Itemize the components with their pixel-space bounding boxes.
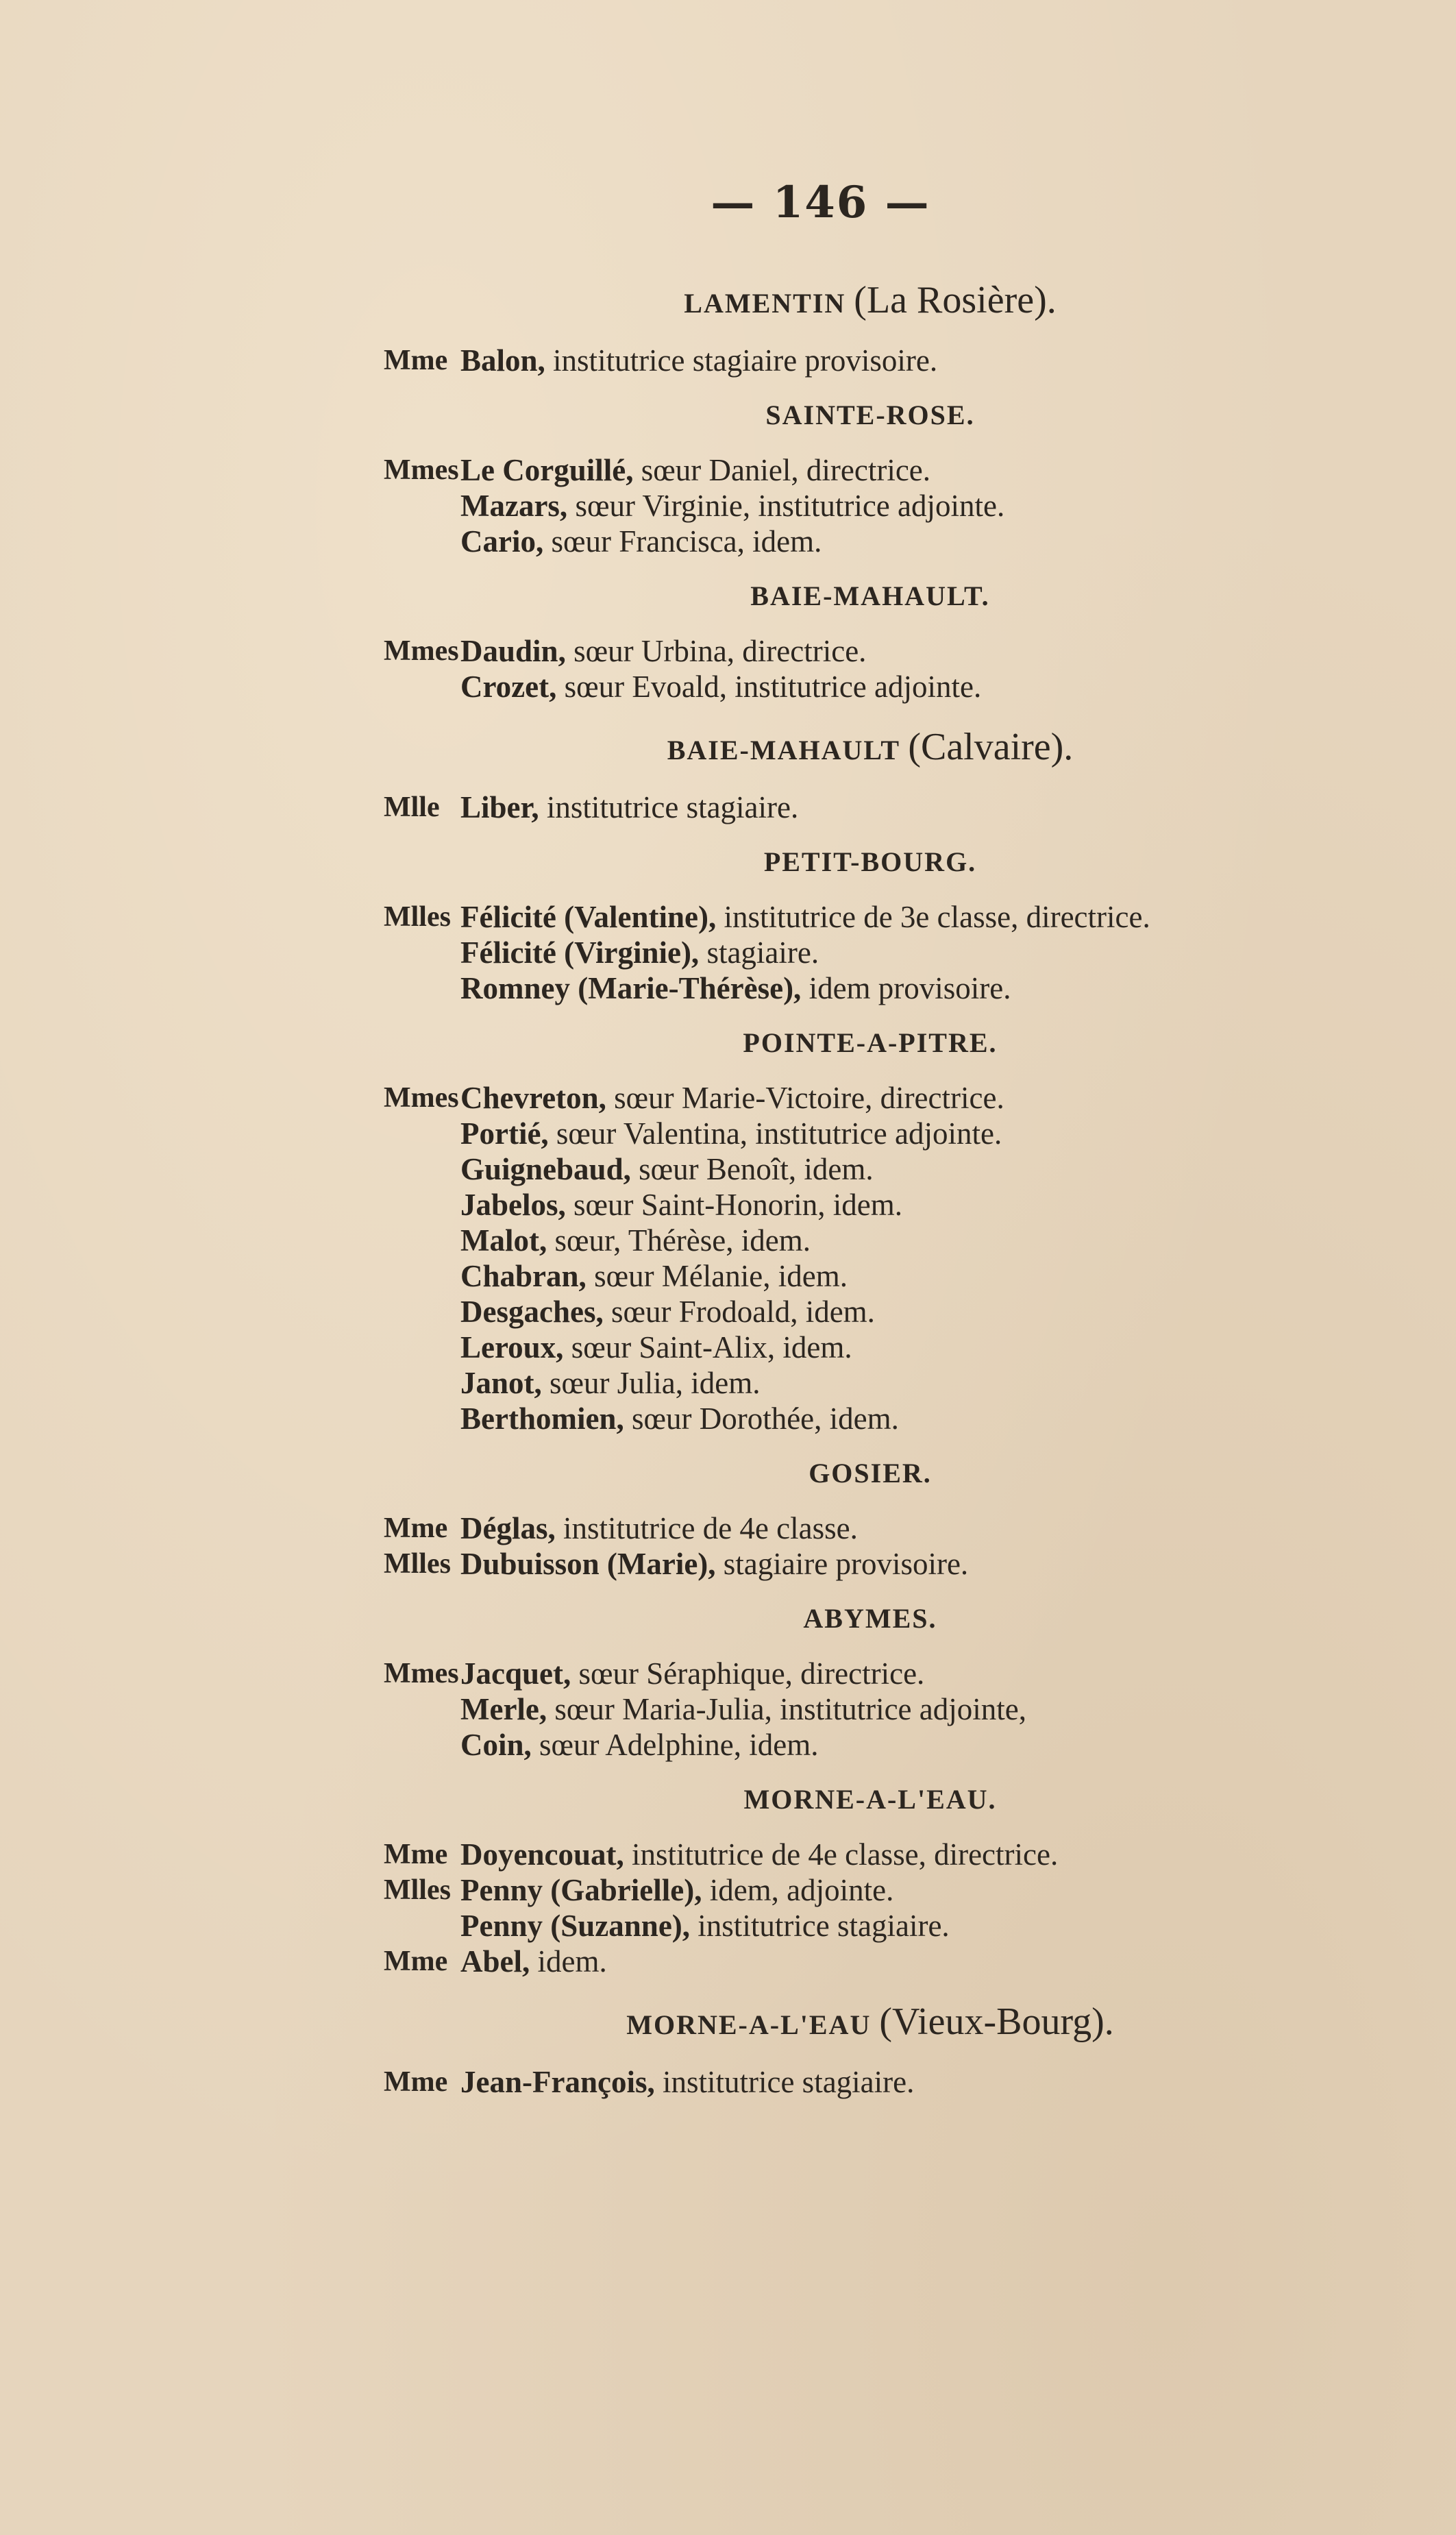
section-heading [384,1582,1357,1656]
entry-row [384,1330,1357,1365]
entry-role: sœur Saint-Honorin, idem. [573,1188,902,1222]
entry-title [384,1187,460,1223]
section-heading [384,1436,1357,1510]
entry-row [384,1258,1357,1294]
heading-place: LAMENTIN [684,288,846,319]
entry-name: Berthomien, [460,1401,624,1436]
entry-row [384,1656,1357,1691]
entry-name: Jean-François, [460,2065,655,2099]
entry-name: Jacquet, [460,1656,571,1691]
entry-title: Mlles [384,901,451,933]
entry-row [384,1401,1357,1436]
entry-row [384,1546,1357,1582]
section [384,1582,1357,1763]
entry-role: institutrice de 4e classe. [563,1511,858,1545]
entry-title: Mme [384,2066,448,2098]
entry-title [384,488,460,524]
entry-role: sœur Marie-Victoire, directrice. [614,1081,1004,1115]
entry-name: Cario, [460,524,544,559]
entry-row [384,1908,1357,1944]
heading-subtitle: (Calvaire). [908,726,1074,768]
entry-row [384,1223,1357,1258]
section [384,1763,1357,1979]
entry-name: Balon, [460,343,545,378]
entry-title: Mme [384,1946,448,1977]
entry-role: sœur Julia, idem. [550,1366,761,1400]
entry-title [384,1258,460,1294]
section [384,1436,1357,1582]
entry-title: Mmes [384,635,459,667]
entry-role: stagiaire provisoire. [723,1547,969,1581]
page-number: — 146 — [711,177,930,228]
entry-name: Malot, [460,1223,547,1258]
entry-row [384,1151,1357,1187]
heading-place: GOSIER. [809,1458,932,1489]
heading-subtitle: (La Rosière). [854,279,1057,321]
entry-title: Mlles [384,1874,451,1906]
entry-row [384,343,1357,378]
entry-title [384,1908,460,1944]
entry-title: Mlles [384,1548,451,1580]
entry-role: stagiaire. [706,935,819,970]
section [384,559,1357,705]
entry-role: sœur Adelphine, idem. [539,1728,819,1762]
entry-row [384,789,1357,825]
entry-row [384,1365,1357,1401]
entry-role: sœur Mélanie, idem. [594,1259,848,1293]
entry-role: institutrice stagiaire. [698,1909,950,1943]
entry-row [384,633,1357,669]
heading-place: ABYMES. [803,1603,937,1634]
entry-title [384,970,460,1006]
entry-title [384,1330,460,1365]
entry-row [384,1837,1357,1872]
section-heading [384,825,1357,899]
entry-title: Mmes [384,1082,459,1114]
heading-place: BAIE-MAHAULT [667,735,900,766]
entry-row [384,1944,1357,1979]
entry-role: sœur Daniel, directrice. [641,453,931,487]
entry-role: institutrice stagiaire. [662,2065,915,2099]
entry-row [384,1294,1357,1330]
entry-name: Desgaches, [460,1295,604,1329]
document-body [384,267,1357,2100]
entry-role: sœur Evoald, institutrice adjointe. [564,670,982,704]
entry-name: Le Corguillé, [460,453,634,487]
entry-name: Guignebaud, [460,1152,631,1186]
entry-row [384,1872,1357,1908]
entry-name: Chabran, [460,1259,587,1293]
entry-title [384,1691,460,1727]
entry-title: Mmes [384,1658,459,1689]
entry-title [384,1401,460,1436]
entry-role: institutrice stagiaire provisoire. [553,343,938,378]
section [384,825,1357,1006]
entry-row [384,2064,1357,2100]
entry-name: Merle, [460,1692,547,1726]
entry-row [384,1691,1357,1727]
entry-row [384,1116,1357,1151]
entry-role: institutrice de 3e classe, directrice. [724,900,1150,934]
entry-name: Dubuisson (Marie), [460,1547,716,1581]
entry-name: Portié, [460,1116,549,1151]
heading-place: SAINTE-ROSE. [765,400,975,430]
section-heading [384,1006,1357,1080]
heading-place: PETIT-BOURG. [763,846,977,877]
entry-role: institutrice de 4e classe, directrice. [631,1837,1059,1872]
entry-role: idem. [537,1944,607,1979]
entry-title [384,935,460,970]
entry-name: Déglas, [460,1511,556,1545]
entry-name: Liber, [460,790,539,824]
entry-role: sœur Dorothée, idem. [631,1401,899,1436]
entry-name: Abel, [460,1944,530,1979]
entry-name: Daudin, [460,634,566,668]
entry-row [384,524,1357,559]
entry-name: Chevreton, [460,1081,606,1115]
section-heading [384,559,1357,633]
entry-role: institutrice stagiaire. [546,790,799,824]
entry-row [384,1080,1357,1116]
entry-role: sœur Virginie, institutrice adjointe. [575,489,1005,523]
section [384,378,1357,559]
entry-title: Mmes [384,454,459,486]
entry-name: Félicité (Valentine), [460,900,717,934]
entry-row [384,970,1357,1006]
entry-name: Coin, [460,1728,532,1762]
entry-row [384,1510,1357,1546]
entry-row [384,452,1357,488]
entry-title [384,524,460,559]
entry-name: Doyencouat, [460,1837,624,1872]
entry-role: idem provisoire. [809,971,1011,1005]
entry-title [384,1116,460,1151]
entry-name: Romney (Marie-Thérèse), [460,971,802,1005]
entry-name: Mazars, [460,489,568,523]
entry-name: Crozet, [460,670,557,704]
section-heading [384,705,1357,789]
entry-title [384,1727,460,1763]
entry-row [384,1187,1357,1223]
entry-role: sœur Urbina, directrice. [573,634,867,668]
entry-role: sœur Frodoald, idem. [610,1295,875,1329]
entry-row [384,935,1357,970]
entry-name: Penny (Suzanne), [460,1909,691,1943]
heading-place: MORNE-A-L'EAU. [743,1784,997,1815]
entry-title [384,1365,460,1401]
entry-role: idem, adjointe. [709,1873,894,1907]
entry-role: sœur Séraphique, directrice. [578,1656,925,1691]
entry-title: Mlle [384,792,440,823]
entry-title: Mme [384,1839,448,1870]
entry-title [384,1223,460,1258]
entry-name: Leroux, [460,1330,564,1364]
heading-subtitle: (Vieux-Bourg). [879,2000,1114,2043]
section [384,267,1357,378]
heading-place: MORNE-A-L'EAU [626,2009,872,2040]
entry-row [384,669,1357,705]
entry-role: sœur, Thérèse, idem. [554,1223,811,1258]
heading-place: BAIE-MAHAULT. [750,580,990,611]
entry-row [384,488,1357,524]
entry-title [384,669,460,705]
entry-title: Mme [384,1513,448,1544]
entry-row [384,899,1357,935]
entry-role: sœur Saint-Alix, idem. [571,1330,852,1364]
entry-role: sœur Benoît, idem. [639,1152,874,1186]
section-heading [384,267,1357,343]
entry-role: sœur Valentina, institutrice adjointe. [556,1116,1002,1151]
section-heading [384,1979,1357,2064]
entry-name: Penny (Gabrielle), [460,1873,702,1907]
entry-name: Jabelos, [460,1188,566,1222]
section-heading [384,378,1357,452]
entry-role: sœur Maria-Julia, institutrice adjointe, [554,1692,1026,1726]
entry-title: Mme [384,345,448,376]
section [384,1979,1357,2100]
entry-title [384,1151,460,1187]
entry-row [384,1727,1357,1763]
section [384,1006,1357,1436]
entry-title [384,1294,460,1330]
entry-role: sœur Francisca, idem. [551,524,822,559]
entry-name: Félicité (Virginie), [460,935,700,970]
section [384,705,1357,825]
section-heading [384,1763,1357,1837]
entry-name: Janot, [460,1366,542,1400]
heading-place: POINTE-A-PITRE. [743,1027,998,1058]
